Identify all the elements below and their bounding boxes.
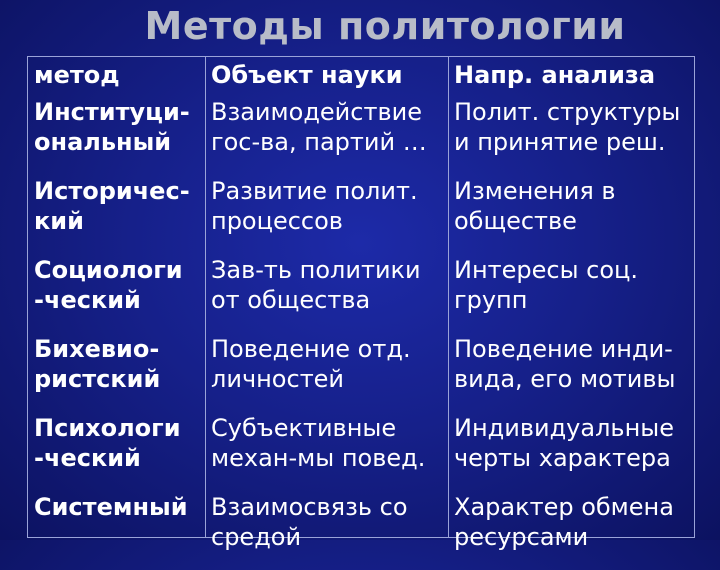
column-divider xyxy=(205,57,206,537)
direction-cell: Интересы соц. групп xyxy=(454,256,639,314)
column-divider xyxy=(448,57,449,537)
direction-cell: Полит. структуры и принятие реш. xyxy=(454,98,681,156)
object-cell: Зав-ть политики от общества xyxy=(211,256,421,314)
table-row xyxy=(28,491,696,570)
object-cell: Взаимодействие гос-ва, партий … xyxy=(211,98,427,156)
method-cell: Историчес- кий xyxy=(34,177,190,235)
method-cell: Системный xyxy=(34,493,188,521)
methods-table xyxy=(27,56,695,551)
table-row xyxy=(28,333,696,412)
direction-cell: Поведение инди- вида, его мотивы xyxy=(454,335,676,393)
table-row xyxy=(28,96,696,175)
object-cell: Поведение отд. личностей xyxy=(211,335,411,393)
direction-cell: Характер обмена ресурсами xyxy=(454,493,674,551)
page-title: Методы политологии xyxy=(144,4,626,48)
object-cell: Субъективные механ-мы повед. xyxy=(211,414,426,472)
table-header-row xyxy=(28,57,696,96)
direction-cell: Индивидуальные черты характера xyxy=(454,414,674,472)
method-cell: Психологи -ческий xyxy=(34,414,181,472)
direction-cell: Изменения в обществе xyxy=(454,177,616,235)
header-direction: Напр. анализа xyxy=(454,61,656,89)
header-method: метод xyxy=(34,61,120,89)
method-cell: Социологи -ческий xyxy=(34,256,183,314)
method-cell: Бихевио- ристский xyxy=(34,335,161,393)
object-cell: Взаимосвязь со средой xyxy=(211,493,408,551)
table-row xyxy=(28,175,696,254)
method-cell: Институци- ональный xyxy=(34,98,190,156)
object-cell: Развитие полит. процессов xyxy=(211,177,418,235)
table-row xyxy=(28,412,696,491)
table-row xyxy=(28,254,696,333)
header-object: Объект науки xyxy=(211,61,403,89)
